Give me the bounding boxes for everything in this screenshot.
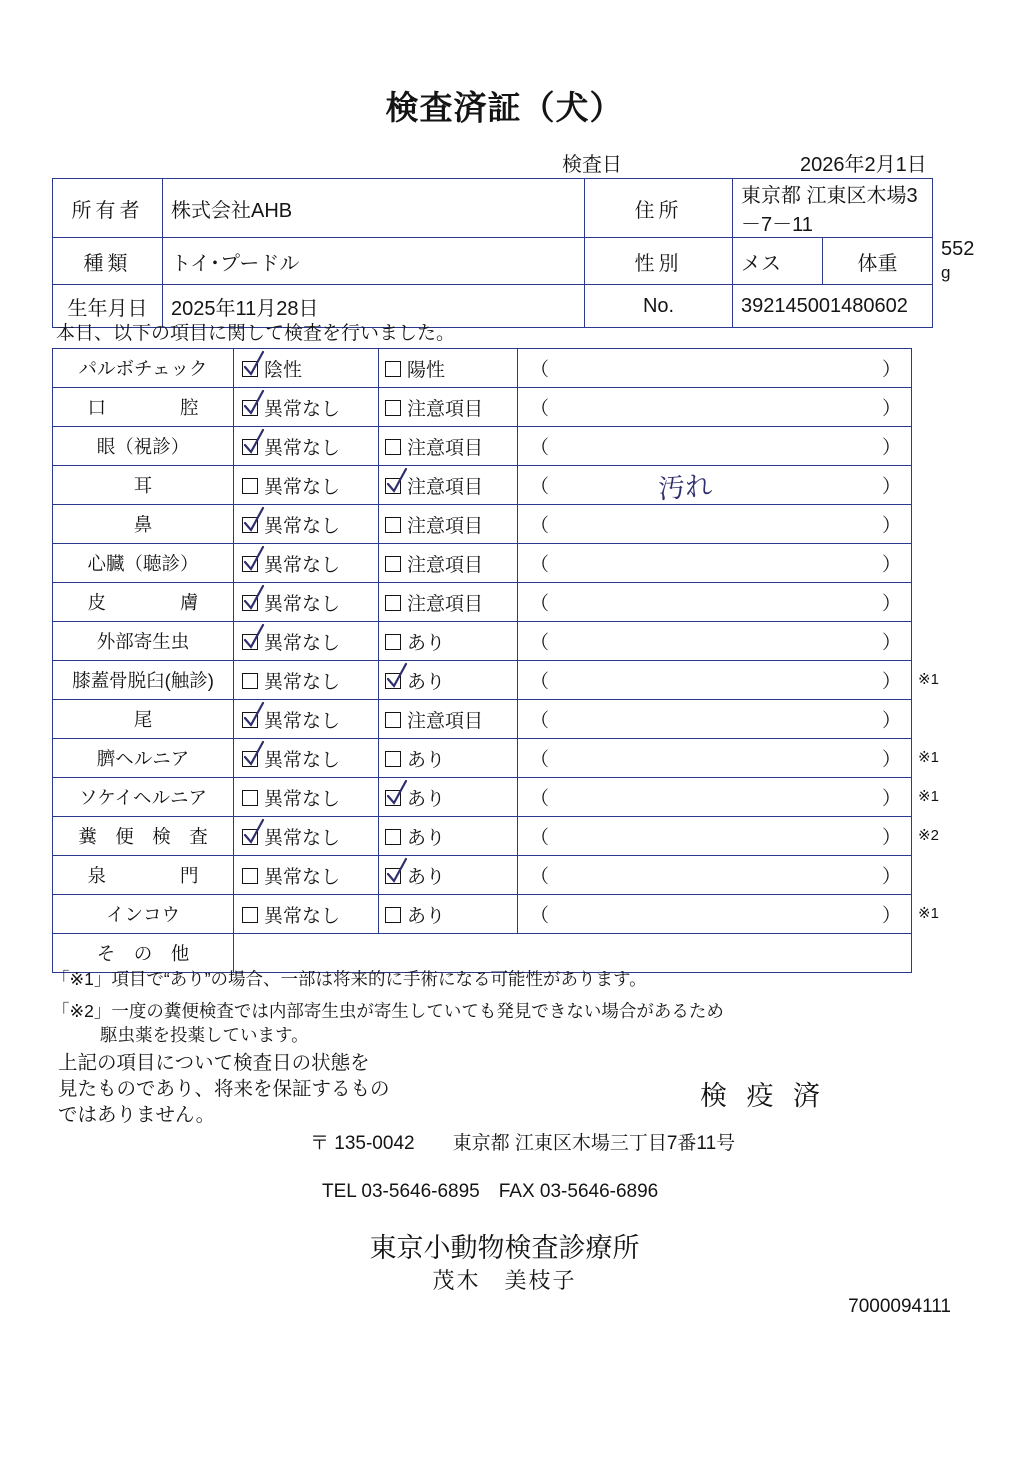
paren-close: ） bbox=[881, 788, 901, 810]
checkbox[interactable] bbox=[385, 634, 401, 650]
paren-close: ） bbox=[881, 437, 901, 459]
remark-field[interactable] bbox=[518, 583, 912, 622]
checkbox-option-2[interactable] bbox=[379, 700, 518, 739]
checkbox-option-1[interactable] bbox=[234, 739, 379, 778]
weight-label: 体重 bbox=[823, 238, 933, 285]
checkbox[interactable] bbox=[242, 751, 258, 767]
checkbox-label: 異常なし bbox=[264, 788, 341, 810]
checkbox-option-2[interactable] bbox=[379, 856, 518, 895]
checkbox-label: あり bbox=[407, 671, 446, 693]
table-row bbox=[53, 700, 912, 739]
checkbox[interactable] bbox=[385, 751, 401, 767]
serial-number: 7000094111 bbox=[848, 1296, 951, 1317]
paren-close: ） bbox=[881, 554, 901, 576]
paren-open: （ bbox=[530, 437, 550, 459]
checkbox-option-2[interactable] bbox=[379, 427, 518, 466]
checkbox[interactable] bbox=[242, 634, 258, 650]
weight-unit: g bbox=[941, 263, 951, 282]
table-row bbox=[53, 238, 933, 285]
footnote-marker: ※1 bbox=[918, 749, 939, 766]
table-row bbox=[53, 778, 912, 817]
check-mark-icon bbox=[243, 428, 265, 454]
checkbox-label: あり bbox=[407, 905, 446, 927]
checkbox-option-1[interactable] bbox=[234, 427, 379, 466]
paren-close: ） bbox=[881, 515, 901, 537]
table-row bbox=[53, 427, 912, 466]
sex-label: 性別 bbox=[585, 238, 733, 285]
checklist-item-label: 膝蓋骨脱臼(触診) bbox=[53, 661, 234, 700]
checkbox[interactable] bbox=[385, 361, 401, 377]
checkbox-option-1[interactable] bbox=[234, 700, 379, 739]
checklist-item-label: 外部寄生虫 bbox=[53, 622, 234, 661]
footnote-marker: ※1 bbox=[918, 905, 939, 922]
checklist-item-label: 鼻 bbox=[53, 505, 234, 544]
checklist-item-label: ソケイヘルニア bbox=[53, 778, 234, 817]
check-mark-icon bbox=[243, 818, 265, 844]
paren-open: （ bbox=[530, 515, 550, 537]
paren-open: （ bbox=[530, 476, 550, 498]
checkbox-option-1[interactable] bbox=[234, 466, 379, 505]
checkbox-label: 異常なし bbox=[264, 866, 341, 888]
checkbox-option-2[interactable] bbox=[379, 622, 518, 661]
address-label: 住所 bbox=[585, 179, 733, 238]
checkbox[interactable] bbox=[385, 868, 401, 884]
table-row bbox=[53, 856, 912, 895]
paren-open: （ bbox=[530, 593, 550, 615]
table-row bbox=[53, 661, 912, 700]
statement-line-3: ではありません。 bbox=[58, 1104, 216, 1126]
paren-close: ） bbox=[881, 359, 901, 381]
check-mark-icon bbox=[386, 857, 408, 883]
owner-value: 株式会社AHB bbox=[163, 179, 585, 238]
checkbox-label: 異常なし bbox=[264, 710, 341, 732]
check-mark-icon bbox=[243, 350, 265, 376]
checkbox-option-1[interactable] bbox=[234, 778, 379, 817]
exam-date-value: 2026年2月1日 bbox=[800, 154, 927, 176]
footnote-2: 「※2」一度の糞便検査では内部寄生虫が寄生していても発見できない場合があるため bbox=[52, 1001, 724, 1021]
checkbox-option-1[interactable] bbox=[234, 388, 379, 427]
remark-field[interactable] bbox=[518, 817, 912, 856]
remark-field[interactable] bbox=[518, 466, 912, 505]
checkbox-option-2[interactable] bbox=[379, 466, 518, 505]
paren-open: （ bbox=[530, 671, 550, 693]
checkbox[interactable] bbox=[242, 673, 258, 689]
checkbox-label: あり bbox=[407, 749, 446, 771]
remark-field[interactable] bbox=[518, 778, 912, 817]
header-table bbox=[52, 178, 975, 328]
checkbox[interactable] bbox=[242, 478, 258, 494]
checkbox-label: 異常なし bbox=[264, 671, 341, 693]
remark-field[interactable] bbox=[518, 700, 912, 739]
paren-open: （ bbox=[530, 788, 550, 810]
checkbox-label: 注意項目 bbox=[407, 437, 484, 459]
paren-close: ） bbox=[881, 398, 901, 420]
checkbox-label: 異常なし bbox=[264, 437, 341, 459]
footnote-marker: ※1 bbox=[918, 671, 939, 688]
checkbox-label: あり bbox=[407, 866, 446, 888]
table-row bbox=[53, 622, 912, 661]
checklist-item-label: 眼（視診） bbox=[53, 427, 234, 466]
checkbox-label: 注意項目 bbox=[407, 476, 484, 498]
checkbox[interactable] bbox=[242, 868, 258, 884]
paren-close: ） bbox=[881, 866, 901, 888]
checkbox-option-2[interactable] bbox=[379, 349, 518, 388]
checklist-item-label: 皮 膚 bbox=[53, 583, 234, 622]
paren-close: ） bbox=[881, 671, 901, 693]
checkbox[interactable] bbox=[385, 712, 401, 728]
check-mark-icon bbox=[243, 701, 265, 727]
checklist-item-label: インコウ bbox=[53, 895, 234, 934]
remark-field[interactable] bbox=[518, 388, 912, 427]
checkbox-option-2[interactable] bbox=[379, 895, 518, 934]
checkbox-label: 異常なし bbox=[264, 593, 341, 615]
checkbox[interactable] bbox=[242, 829, 258, 845]
remark-field[interactable] bbox=[518, 544, 912, 583]
table-row bbox=[53, 179, 933, 238]
checkbox[interactable] bbox=[242, 790, 258, 806]
breed-label: 種類 bbox=[53, 238, 163, 285]
weight-number: 552 bbox=[941, 238, 975, 260]
checkbox-label: 注意項目 bbox=[407, 710, 484, 732]
footnote-3: 駆虫薬を投薬しています。 bbox=[100, 1025, 309, 1045]
statement-block bbox=[58, 1050, 390, 1128]
table-row bbox=[53, 583, 912, 622]
checklist-table bbox=[52, 348, 912, 973]
checkbox[interactable] bbox=[242, 400, 258, 416]
checkbox-option-1[interactable] bbox=[234, 505, 379, 544]
checkbox-option-2[interactable] bbox=[379, 778, 518, 817]
paren-close: ） bbox=[881, 593, 901, 615]
page-title: 検査済証（犬） bbox=[385, 89, 624, 126]
checkbox-option-1[interactable] bbox=[234, 583, 379, 622]
remark-field[interactable] bbox=[518, 895, 912, 934]
checkbox[interactable] bbox=[385, 439, 401, 455]
paren-close: ） bbox=[881, 710, 901, 732]
checklist-item-label: 心臓（聴診） bbox=[53, 544, 234, 583]
checkbox[interactable] bbox=[242, 517, 258, 533]
clinic-address: 〒 135-0042 東京都 江東区木場三丁目7番11号 bbox=[310, 1133, 736, 1154]
paren-open: （ bbox=[530, 710, 550, 732]
checkbox[interactable] bbox=[385, 673, 401, 689]
paren-open: （ bbox=[530, 632, 550, 654]
checkbox[interactable] bbox=[242, 361, 258, 377]
checkbox-label: 注意項目 bbox=[407, 515, 484, 537]
checkbox-label: あり bbox=[407, 788, 446, 810]
checkbox-option-2[interactable] bbox=[379, 583, 518, 622]
table-row bbox=[53, 739, 912, 778]
paren-open: （ bbox=[530, 866, 550, 888]
checkbox-option-2[interactable] bbox=[379, 544, 518, 583]
checkbox-label: 異常なし bbox=[264, 554, 341, 576]
checkbox-option-1[interactable] bbox=[234, 856, 379, 895]
checkbox-option-1[interactable] bbox=[234, 817, 379, 856]
table-row bbox=[53, 505, 912, 544]
intro-text: 本日、以下の項目に関して検査を行いました。 bbox=[56, 323, 456, 344]
checkbox-label: 注意項目 bbox=[407, 398, 484, 420]
checkbox-label: 異常なし bbox=[264, 476, 341, 498]
address-value: 東京都 江東区木場3－7－11 bbox=[733, 179, 933, 238]
checkbox-option-1[interactable] bbox=[234, 544, 379, 583]
sex-value: メス bbox=[733, 238, 823, 285]
checkbox-label: 注意項目 bbox=[407, 593, 484, 615]
checkbox-option-1[interactable] bbox=[234, 622, 379, 661]
remark-field[interactable] bbox=[518, 505, 912, 544]
birth-value: 2025年11月28日 bbox=[163, 285, 585, 328]
paren-close: ） bbox=[881, 905, 901, 927]
footnote-marker: ※1 bbox=[918, 788, 939, 805]
paren-open: （ bbox=[530, 749, 550, 771]
checkbox-label: あり bbox=[407, 827, 446, 849]
checkbox[interactable] bbox=[242, 907, 258, 923]
checkbox-label: 陽性 bbox=[407, 359, 446, 381]
checkbox[interactable] bbox=[242, 439, 258, 455]
checkbox-label: 異常なし bbox=[264, 515, 341, 537]
remark-field[interactable] bbox=[518, 739, 912, 778]
checkbox[interactable] bbox=[385, 517, 401, 533]
checkbox[interactable] bbox=[385, 790, 401, 806]
paren-open: （ bbox=[530, 359, 550, 381]
check-mark-icon bbox=[386, 467, 408, 493]
checkbox-option-2[interactable] bbox=[379, 388, 518, 427]
table-row bbox=[53, 466, 912, 505]
breed-value: トイ･プードル bbox=[163, 238, 585, 285]
table-row bbox=[53, 817, 912, 856]
check-mark-icon bbox=[386, 779, 408, 805]
checklist-item-label: 尾 bbox=[53, 700, 234, 739]
checkbox-option-1[interactable] bbox=[234, 349, 379, 388]
check-mark-icon bbox=[243, 623, 265, 649]
owner-label: 所有者 bbox=[53, 179, 163, 238]
table-row bbox=[53, 349, 912, 388]
checkbox-label: 陰性 bbox=[264, 359, 303, 381]
table-row bbox=[53, 388, 912, 427]
doctor-name: 茂木 美枝子 bbox=[432, 1268, 577, 1293]
checklist-item-label: 泉 門 bbox=[53, 856, 234, 895]
paren-open: （ bbox=[530, 398, 550, 420]
checkbox-option-1[interactable] bbox=[234, 895, 379, 934]
paren-close: ） bbox=[881, 749, 901, 771]
check-mark-icon bbox=[243, 506, 265, 532]
clinic-tel-fax: TEL 03-5646-6895 FAX 03-5646-6896 bbox=[322, 1181, 659, 1202]
paren-close: ） bbox=[881, 827, 901, 849]
remark-field[interactable] bbox=[518, 856, 912, 895]
handwritten-remark: 汚れ bbox=[657, 470, 714, 506]
checkbox-label: 異常なし bbox=[264, 632, 341, 654]
paren-open: （ bbox=[530, 554, 550, 576]
checkbox-option-1[interactable] bbox=[234, 661, 379, 700]
checkbox[interactable] bbox=[385, 478, 401, 494]
exam-date-label: 検査日 bbox=[562, 154, 622, 176]
table-row bbox=[53, 544, 912, 583]
checklist-item-label: 口 腔 bbox=[53, 388, 234, 427]
checkbox[interactable] bbox=[385, 907, 401, 923]
paren-open: （ bbox=[530, 827, 550, 849]
checkbox-label: 異常なし bbox=[264, 749, 341, 771]
check-mark-icon bbox=[243, 389, 265, 415]
checkbox-option-2[interactable] bbox=[379, 505, 518, 544]
checklist-item-label: 耳 bbox=[53, 466, 234, 505]
quarantine-stamp: 検 疫 済 bbox=[700, 1081, 827, 1111]
checklist-item-label: 糞 便 検 査 bbox=[53, 817, 234, 856]
checkbox-option-2[interactable] bbox=[379, 661, 518, 700]
remark-field[interactable] bbox=[518, 349, 912, 388]
checkbox[interactable] bbox=[385, 556, 401, 572]
check-mark-icon bbox=[243, 584, 265, 610]
statement-line-1: 上記の項目について検査日の状態を bbox=[58, 1052, 370, 1074]
no-value: 392145001480602 bbox=[733, 285, 933, 328]
paren-close: ） bbox=[881, 632, 901, 654]
clinic-name: 東京小動物検査診療所 bbox=[369, 1233, 640, 1263]
checkbox[interactable] bbox=[385, 595, 401, 611]
checkbox[interactable] bbox=[385, 829, 401, 845]
footnote-marker: ※2 bbox=[918, 827, 939, 844]
checklist-item-label: そ の 他 bbox=[53, 934, 234, 973]
birth-label: 生年月日 bbox=[53, 285, 163, 328]
checklist-item-label: 臍ヘルニア bbox=[53, 739, 234, 778]
checkbox-option-2[interactable] bbox=[379, 817, 518, 856]
no-label: No. bbox=[585, 285, 733, 328]
check-mark-icon bbox=[243, 545, 265, 571]
checkbox-label: 異常なし bbox=[264, 905, 341, 927]
paren-open: （ bbox=[530, 905, 550, 927]
remark-field[interactable] bbox=[518, 427, 912, 466]
check-mark-icon bbox=[243, 740, 265, 766]
checkbox[interactable] bbox=[242, 595, 258, 611]
check-mark-icon bbox=[386, 662, 408, 688]
table-row bbox=[53, 895, 912, 934]
checkbox-option-2[interactable] bbox=[379, 739, 518, 778]
remark-field[interactable] bbox=[518, 622, 912, 661]
checkbox-label: 異常なし bbox=[264, 398, 341, 420]
checkbox-label: あり bbox=[407, 632, 446, 654]
remark-field[interactable] bbox=[518, 661, 912, 700]
checkbox[interactable] bbox=[242, 556, 258, 572]
footnote-1: 「※1」項目で“あり”の場合、一部は将来的に手術になる可能性があります。 bbox=[52, 969, 647, 989]
statement-line-2: 見たものであり、将来を保証するもの bbox=[58, 1078, 390, 1100]
checkbox[interactable] bbox=[242, 712, 258, 728]
checkbox-label: 注意項目 bbox=[407, 554, 484, 576]
checkbox[interactable] bbox=[385, 400, 401, 416]
checklist-item-label: パルボチェック bbox=[53, 349, 234, 388]
paren-close: ） bbox=[881, 476, 901, 498]
checkbox-label: 異常なし bbox=[264, 827, 341, 849]
